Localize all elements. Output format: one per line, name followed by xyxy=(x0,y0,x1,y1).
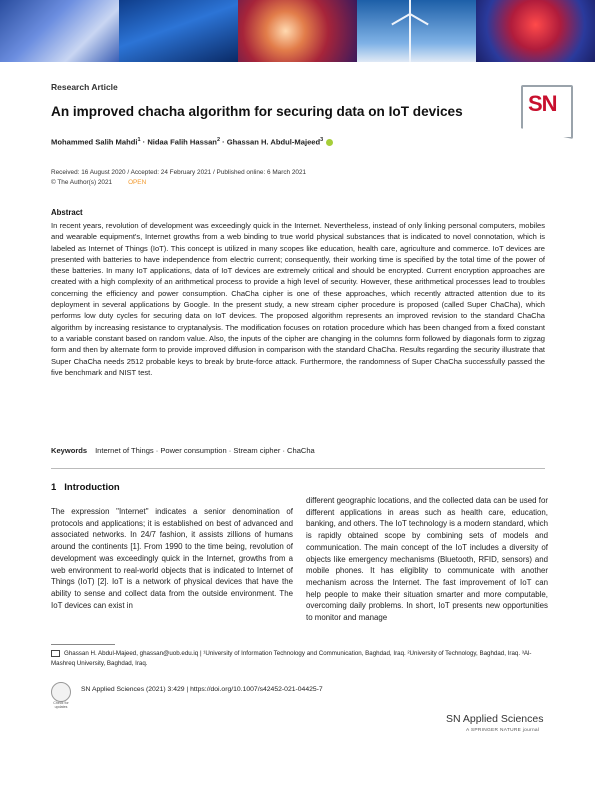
journal-brand: SN Applied Sciences xyxy=(446,713,544,725)
affiliation-marker: 3 xyxy=(320,137,324,143)
crossmark-icon[interactable] xyxy=(51,682,71,702)
journal-citation[interactable]: SN Applied Sciences (2021) 3:429 | https://doi.org/10.1007/s42452-021-04425-7 xyxy=(81,686,323,693)
abstract-text: In recent years, revolution of development was exceedingly quick in the Internet. Nevertheless, instead of only linking personal computers, mobiles and wearable equipment's, Internet growths from a web binding to true world physical substances that is indicated to novel connotation, which is labeled as Internet of Things (IoT). This concept is utilized in many scopes like education, health care, agriculture and commerce. IoT devices are presented with batteries to have independence from electric current; consequently, their working time is specified by the total time of the power of these batteries. In many IoT applications, data of IoT devices are extremely critical and should be encrypted. Current encryption approaches are created with a high complexity of an arithmetical process to provide a high level of security. However, these arithmetical processes lead to troubles concerning the efficiency and power consumption. ChaCha cipher is one of these approaches, which recently attracted attention due to its deployment in several applications by Google. In the present study, a new stream cipher procedure is proposed (called Super ChaCha), which performs low duty cycles for securing data on IoT devices. The proposed algorithm represents an improved revision to the standard ChaCha algorithm by increasing resistance to cryptanalysis. The modification focuses on rotation procedure which has been changed from a fixed constant to a variable constant based on random value. Also, the inputs of the cipher are changing in the columns form followed by diagonals form to zigzag form and then by alternate form to provide improved diffusion in comparison with the standard ChaCha. Results regarding the security illustrate that Super ChaCha needs 2512 probable keys to break by brute-force attack. Furthermore, the randomness of Super ChaCha successfully passed the five benchmark and NIST test. xyxy=(51,221,545,377)
section-title: Introduction xyxy=(64,482,120,493)
affiliation-footnote xyxy=(51,649,545,668)
copyright-line xyxy=(51,179,146,186)
author-name[interactable]: Ghassan H. Abdul-Majeed xyxy=(226,137,321,147)
author-name[interactable]: Nidaa Falih Hassan xyxy=(147,137,217,147)
intro-left-column: The expression "Internet" indicates a senior denomination of protocols and applications; it is established on best of advanced and associated networks. In 24/7 fashion, it assists zillions of humans around the continents [1]. From 1990 to the time being, revolution of development was exceedingly quick in the Internet, growths from a web environment to real-world objects that is indicated to Internet of Things (IoT) [2]. IoT is a network of physical devices that have the ability to sense and collect data from the outside environment. The IoT devices can exist in xyxy=(51,507,293,610)
banner-image-5 xyxy=(476,0,595,62)
banner-image-1 xyxy=(0,0,119,62)
envelope-icon xyxy=(51,650,60,657)
paper-title: An improved chacha algorithm for securing data on IoT devices xyxy=(51,104,463,119)
intro-right-column: different geographic locations, and the collected data can be used for different applications in areas such as health care, education, banking, and others. The IoT technology is a modern standard, which is rapidly obtained scope by combining sets of models and communication. The main concept of the IoT includes a diversity of objects like emergency mechanisms (Bluetooth, RFID, sensors) and mobile phones. It has eligiblity to communicate with another mechanism across the Internet. The fast improvement of IoT can help people to make their situation smarter and more computable, overcoming daily problems. In short, IoT presents new opportunities to monitor and manage xyxy=(306,496,548,623)
banner-image-wind-turbine xyxy=(357,0,476,62)
copyright-text: © The Author(s) 2021 xyxy=(51,179,113,186)
keywords-label: Keywords xyxy=(51,446,88,455)
publication-dates: Received: 16 August 2020 / Accepted: 24 February 2021 / Published online: 6 March 2021 xyxy=(51,169,307,176)
article-type: Research Article xyxy=(51,82,118,92)
author-name[interactable]: Mohammed Salih Mahdi xyxy=(51,137,138,147)
keywords-list: Internet of Things · Power consumption · Stream cipher · ChaCha xyxy=(95,446,315,455)
footnote-text: Ghassan H. Abdul-Majeed, ghassan@uob.edu.iq | ¹University of Information Technology and Communication, Baghdad, Iraq. ²University of Technology, Baghdad, Iraq. ³Al-Mashreq University, Baghdad, Iraq. xyxy=(51,650,532,667)
orcid-icon[interactable] xyxy=(326,139,333,146)
sn-logo: SN xyxy=(528,91,557,116)
divider xyxy=(51,468,545,469)
turbine-blade xyxy=(409,13,429,26)
journal-brand-sub: A SPRINGER NATURE journal xyxy=(466,728,540,733)
affiliation-marker: 2 xyxy=(216,137,221,143)
crossmark-label: Check for updates xyxy=(53,701,69,709)
keywords xyxy=(51,446,315,455)
banner-image-2 xyxy=(119,0,238,62)
affiliation-marker: 1 xyxy=(137,137,141,143)
open-access-badge[interactable]: OPEN xyxy=(128,179,147,186)
abstract-heading: Abstract xyxy=(51,208,83,217)
author-list: Mohammed Salih Mahdi$^1$ · Nidaa Falih Hassan$^2$ · Ghassan H. Abdul-Majeed$^3$ xyxy=(51,137,333,147)
section-number: 1 xyxy=(51,482,57,493)
footnote-rule xyxy=(51,644,115,645)
turbine-mast xyxy=(409,14,411,62)
banner-image-3 xyxy=(238,0,357,62)
section-heading xyxy=(51,482,120,493)
cover-banner xyxy=(0,0,595,62)
